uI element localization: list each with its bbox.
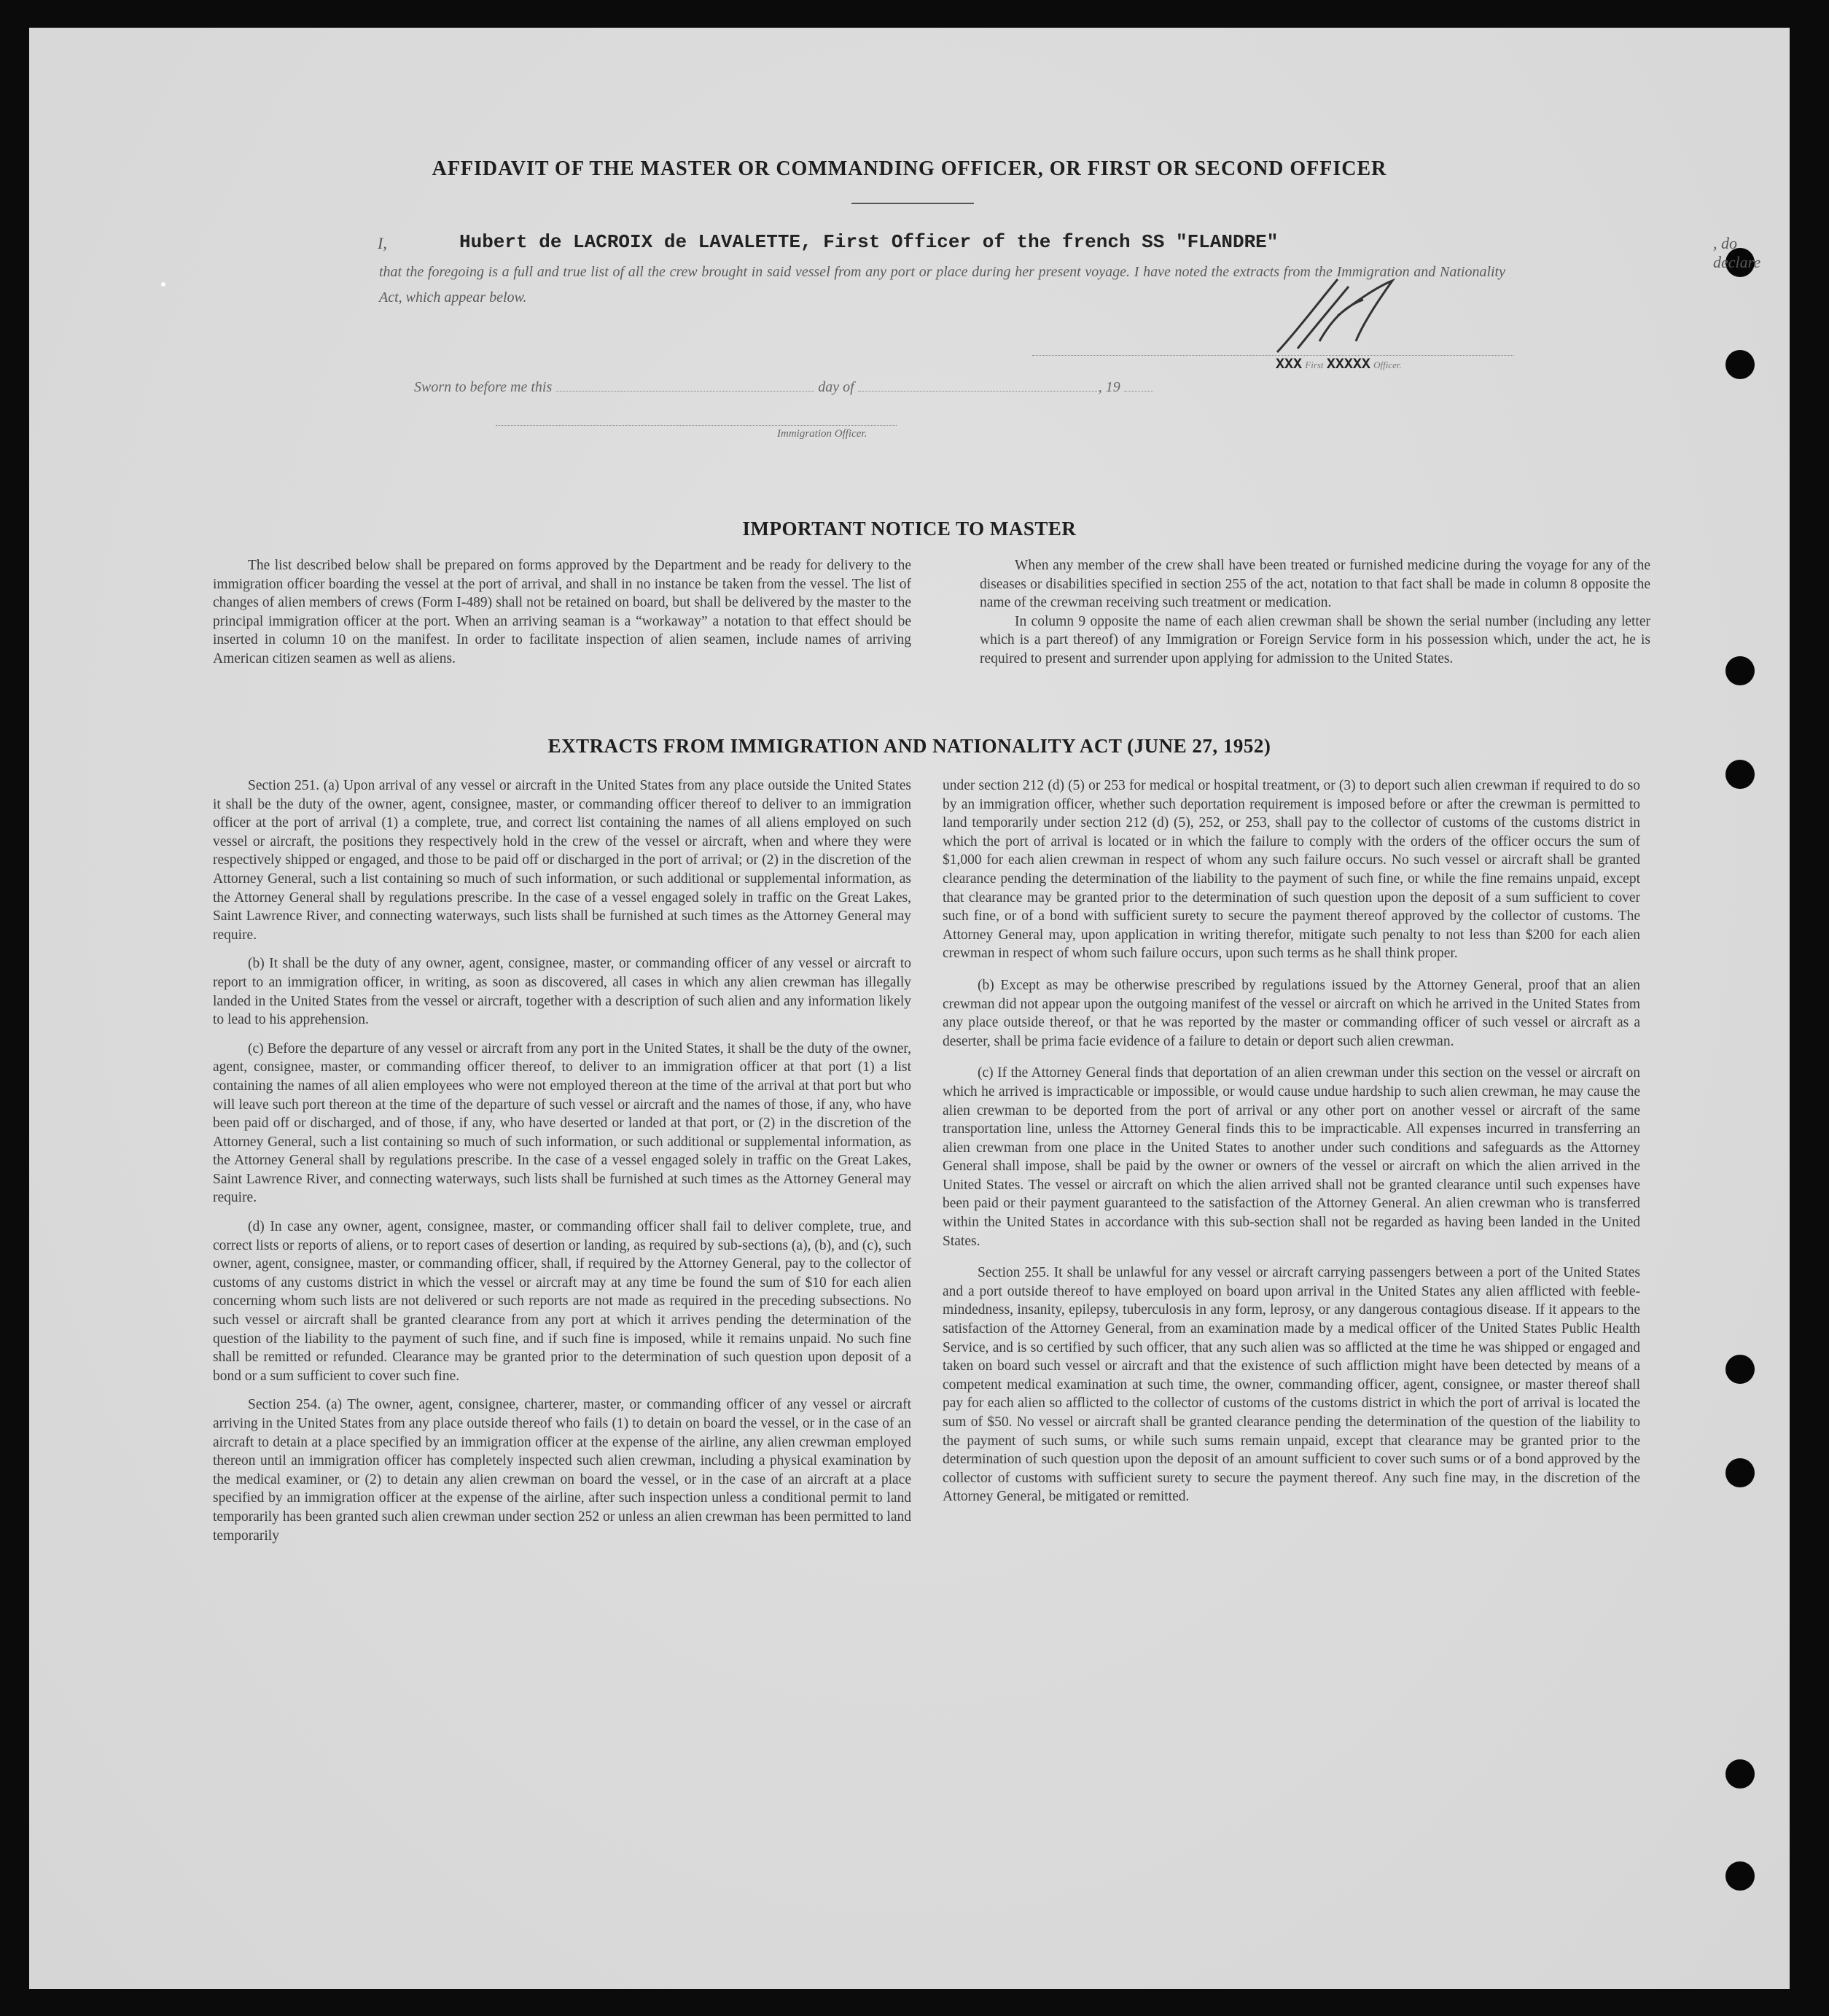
sworn-year-blank: [1124, 381, 1153, 392]
sworn-day-blank: [555, 381, 814, 392]
extract-paragraph: Section 255. It shall be unlawful for any vessel or aircraft carrying passengers between a port of the United States and a port outside thereof to have employed on board upon arrival in the United States any alien afflicted with feeble-mindedness, insanity, epilepsy, tuberculosis in any form, leprosy, or any dangerous contagious disease. If it appears to the satisfaction of the Attorney General, from an examination made by a medical officer of the United States Public Health Service, and is so certified by such officer, that any such alien was so afflicted at the time he was shipped or engaged and taken on board such vessel or aircraft and that the existence of such affliction might have been detected by means of a competent medical examination at such time, the owner, commanding officer, agent, consignee, or master thereof shall pay for each alien so afflicted to the collector of customs of the customs district in which the port of arrival is located the sum of $50. No vessel or aircraft shall be granted clearance pending the determination of the question of the liability to the payment of such sums, or while such sums remain unpaid, except that clearance may be granted prior to the determination of such question upon the deposit of an amount sufficient to cover such sums or of a bond approved by the collector of customs with sufficient surety to secure the payment thereof. Any such fine may, in the discretion of the Attorney General, be mitigated or remitted.: [943, 1265, 1640, 1505]
signature-line: [1032, 355, 1513, 356]
title-divider: [851, 203, 974, 204]
sworn-day-of: day of: [818, 379, 854, 395]
declaration-statement: that the foregoing is a full and true list of all the crew brought in said vessel from any port or place during her present voyage. I have noted the extracts from the Immigration and Nationality Act, which appear below.: [379, 264, 1505, 305]
notice-paragraph: When any member of the crew shall have been treated or furnished medicine during the voyage for any of the diseases or disabilities specified in section 255 of the act, notation to that fact shall be made in column 8 opposite the name of the crewman receiving such treatment or medication.: [980, 558, 1650, 611]
document-page: [29, 28, 1790, 1989]
officer-first-label: First: [1305, 359, 1324, 370]
extract-paragraph: (b) It shall be the duty of any owner, agent, consignee, master, or commanding officer of any vessel or aircraft to report to an immigration officer, in writing, as soon as discovered, all cases in which any alien crewman has illegally landed in the United States from the vessel or aircraft, together with a description of such alien and any information likely to lead to his apprehension.: [213, 956, 911, 1028]
extract-paragraph: (b) Except as may be otherwise prescribed by regulations issued by the Attorney General, proof that an alien crewman did not appear upon the outgoing manifest of the vessel or aircraft on which he arrived in the United States from any place outside thereof, or that he was reported by the master or commanding officer of such vessel or aircraft as a deserter, shall be prima facie evidence of a failure to detain or deport such alien crewman.: [943, 977, 1640, 1049]
officer-typed-2: XXXXX: [1326, 357, 1370, 373]
extracts-title: EXTRACTS FROM IMMIGRATION AND NATIONALITY ACT (JUNE 27, 1952): [547, 735, 1271, 757]
immigration-officer-line: [496, 425, 897, 426]
punch-hole: [1725, 350, 1755, 379]
extract-paragraph: (c) If the Attorney General finds that deportation of an alien crewman under this section on the vessel or aircraft on which he arrived is impracticable or impossible, or would cause undue hardship to such alien crewman, he may cause the alien crewman to be deported from the port of arrival or any other port on another vessel or aircraft of the same transportation line, unless the Attorney General finds this to be impracticable. All expenses incurred in transferring an alien crewman from one place in the United States to another under such conditions and safeguards as the Attorney General shall impose, shall be paid by the owner or owners of the vessel or aircraft on which the alien arrived in the United States. The vessel or aircraft on which the alien arrived shall not be granted clearance until such expenses have been paid or their payment guaranteed to the satisfaction of the Attorney General. An alien crewman who is transferred within the United States in accordance with this sub-section shall not be regarded as having been landed in the United States.: [943, 1065, 1640, 1249]
notice-right-column: [980, 556, 1650, 669]
notice-left-column: [213, 556, 911, 669]
scan-speck: [161, 282, 165, 287]
extract-paragraph: (d) In case any owner, agent, consignee, master, or commanding officer shall fail to deliver complete, true, and correct lists or reports of aliens, or to report cases of desertion or landing, as required by sub-sections (a), (b), and (c), such owner, agent, consignee, master, or commanding officer, shall, if required by the Attorney General, pay to the collector of customs of any customs district in which the vessel or aircraft may at any time be found the sum of $10 for each alien concerning whom such lists are not delivered or such reports are not made as required in the preceding subsections. No such vessel or aircraft shall be granted clearance from any port at which it arrives pending the determination of the question of the liability to the payment of such fine, and if such fine is imposed, while it remains unpaid. No such fine shall be remitted or refunded. Clearance may be granted prior to the determination of such question upon deposit of a bond or a sum sufficient to cover such fine.: [213, 1219, 911, 1384]
extract-paragraph: Section 251. (a) Upon arrival of any vessel or aircraft in the United States from any place outside the United States it shall be the duty of the owner, agent, consignee, master, or commanding officer thereof to deliver to an immigration officer at the port of arrival (1) a complete, true, and correct list containing the names of all aliens employed on such vessel or aircraft, the positions they respectively hold in the crew of the vessel or aircraft, when and where they were respectively shipped or engaged, and those to be paid off or discharged in the port of arrival; or (2) in the discretion of the Attorney General, such a list containing so much of such information, or such additional or supplemental information, as the Attorney General shall by regulations prescribe. In the case of a vessel engaged solely in traffic on the Great Lakes, Saint Lawrence River, and connecting waterways, such lists shall be furnished at such times as the Attorney General may require.: [213, 778, 911, 943]
notice-paragraph: The list described below shall be prepared on forms approved by the Department and be ready for delivery to the immigration officer boarding the vessel at the port of arrival, and shall in no instance be taken from the vessel. The list of changes of alien members of crews (Form I-489) shall not be retained on board, but shall be delivered by the master to the principal immigration officer at the port. When an arriving seaman is a “workaway” a notation to that effect should be inserted in column 10 on the manifest. In order to facilitate inspection of alien seamen, include names of arriving American citizen seamen as well as aliens.: [213, 558, 911, 666]
officer-caption: [1276, 357, 1402, 373]
extracts-right-column: [943, 777, 1640, 1506]
extracts-left-column: [213, 777, 911, 1545]
sworn-month-blank: [858, 381, 1099, 392]
officer-suffix: Officer.: [1373, 359, 1402, 370]
sworn-year: , 19: [1098, 379, 1120, 395]
affidavit-title: AFFIDAVIT OF THE MASTER OR COMMANDING OFFICER, OR FIRST OR SECOND OFFICER: [432, 157, 1387, 180]
handwritten-signature: [1268, 272, 1414, 359]
sworn-line: [414, 379, 1153, 396]
punch-hole: [1725, 1759, 1755, 1789]
punch-hole: [1725, 760, 1755, 789]
immigration-officer-caption: Immigration Officer.: [777, 428, 867, 440]
sworn-prefix: Sworn to before me this: [414, 379, 553, 395]
extract-paragraph: (c) Before the departure of any vessel or aircraft from any port in the United States, it shall be the duty of the owner, agent, consignee, master, or commanding officer thereof, to deliver to an immigration officer at that port (1) a list containing the names of all alien employees who were not employed thereon at the time of the arrival at that port but who will leave such port thereon at the time of the departure of such vessel or aircraft and the names of those, if any, who have been paid off or discharged, and of those, if any, who have deserted or landed at that port, or (2) in the discretion of the Attorney General, such a list containing so much of such information, or such additional or supplemental information, as the Attorney General shall by regulations prescribe. In the case of a vessel engaged solely in traffic on the Great Lakes, Saint Lawrence River, and connecting waterways, such lists shall be furnished at such times as the Attorney General may require.: [213, 1040, 911, 1206]
notice-title: IMPORTANT NOTICE TO MASTER: [742, 518, 1077, 540]
extract-paragraph: under section 212 (d) (5) or 253 for medical or hospital treatment, or (3) to deport such alien crewman if required to do so by an immigration officer, whether such deportation requirement is imposed before or after the crewman is permitted to land temporarily under section 212 (d) (5), 252, or 253, shall pay to the collector of customs of the customs district in which the port of arrival is located or in which the failure to comply with the orders of the officer occurs the sum of $1,000 for each alien crewman in respect of whom any such failure occurs. No such vessel or aircraft shall be granted clearance pending the determination of the liability to the payment of such fine, or while the fine remains unpaid, except that clearance may be granted prior to the determination of such question upon the deposit of a sum sufficient to cover such fine, or of a bond with sufficient surety to secure the payment thereof approved by the collector of customs. The Attorney General may, upon application in writing therefor, mitigate such penalty to not less than $200 for each alien crewman in respect of whom such failure occurs, upon such terms as he shall think proper.: [943, 778, 1640, 962]
extract-paragraph: Section 254. (a) The owner, agent, consignee, charterer, master, or commanding officer of any vessel or aircraft arriving in the United States from any place outside thereof who fails (1) to detain on board the vessel, or in the case of an aircraft to detain at a place specified by an immigration officer at the expense of the airline, any alien crewman employed thereon until an immigration officer has completely inspected such alien crewman, including a physical examination by the medical examiner, or (2) to detain any alien crewman on board the vessel, or in the case of an aircraft at a place specified by an immigration officer at the expense of the airline, after such inspection unless a conditional permit to land temporarily has been granted such alien crewman under section 252 or unless an alien crewman has been permitted to land temporarily: [213, 1397, 911, 1544]
typed-declarant: Hubert de LACROIX de LAVALETTE, First Officer of the french SS "FLANDRE": [459, 231, 1279, 253]
notice-paragraph: In column 9 opposite the name of each alien crewman shall be shown the serial number (including any letter which is a part thereof) of any Immigration or Foreign Service form in his possession which, under the act, he is required to present and surrender upon applying for admission to the United States.: [980, 613, 1650, 666]
do-declare-text: , do declare: [1713, 234, 1761, 271]
punch-hole: [1725, 1861, 1755, 1891]
declaration-pronoun: I,: [378, 234, 387, 252]
officer-typed-1: XXX: [1276, 357, 1303, 373]
punch-hole: [1725, 656, 1755, 685]
punch-hole: [1725, 1355, 1755, 1384]
punch-hole: [1725, 1458, 1755, 1487]
